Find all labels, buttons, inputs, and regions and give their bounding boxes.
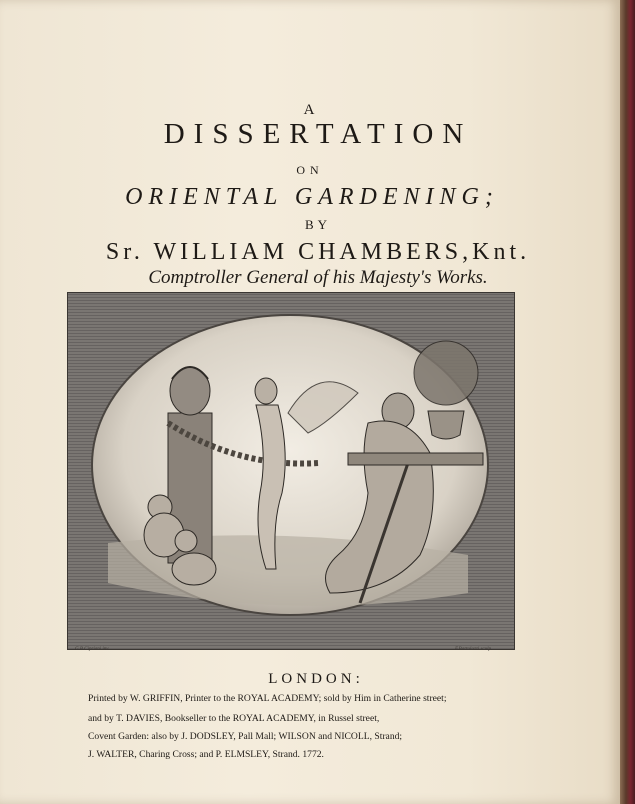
imprint-line-1: Printed by W. GRIFFIN, Printer to the ROYAL ACADEMY; sold by Him in Catherine street; bbox=[88, 693, 447, 704]
pedestal bbox=[348, 453, 483, 465]
title-line-subject: ORIENTAL GARDENING; bbox=[125, 184, 499, 210]
title-line-on: ON bbox=[296, 163, 324, 177]
imprint-line-2: and by T. DAVIES, Bookseller to the ROYAL ACADEMY, in Russel street, bbox=[88, 713, 380, 724]
allegorical-vignette bbox=[68, 293, 514, 649]
engraved-plate bbox=[67, 292, 515, 650]
title-line-by: BY bbox=[304, 217, 332, 232]
imprint-line-4: J. WALTER, Charing Cross; and P. ELMSLEY, Strand. 1772. bbox=[88, 749, 324, 760]
title-line-dissertation: DISSERTATION bbox=[163, 118, 473, 150]
author-office: Comptroller General of his Majesty's Works. bbox=[148, 267, 488, 288]
engraver-credit: F.Bartolozzi sculp. bbox=[455, 647, 493, 652]
designer-credit: G.B.Cipriani inv. bbox=[75, 647, 110, 652]
imprint-line-3: Covent Garden: also by J. DODSLEY, Pall Mall; WILSON and NICOLL, Strand; bbox=[88, 731, 403, 742]
author-name: Sr. WILLIAM CHAMBERS,Knt. bbox=[105, 239, 531, 265]
binding-edge bbox=[620, 0, 635, 804]
imprint-place: LONDON: bbox=[268, 671, 364, 687]
title-line-a: A bbox=[303, 102, 317, 118]
